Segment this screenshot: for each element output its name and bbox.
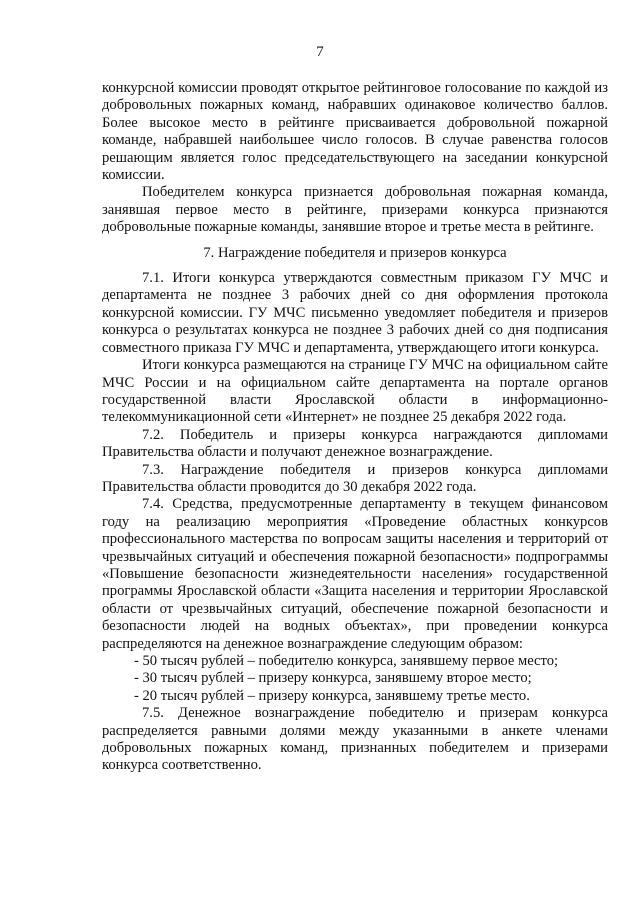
paragraph-7-4: 7.4. Средства, предусмотренные департаменту в текущем финансовом году на реализацию мероприятия «Проведение областных конкурсов профессионального мастерства по вопросам защиты населения и территорий от чрезвычайных ситуаций и обеспечения пожарной безопасности» подпрограммы «Повышение безопасности жизнедеятельности населения» государственной программы Ярославской области «Защита населения и территории Ярославской области от чрезвычайных ситуаций, обеспечение пожарной безопасности и безопасности людей на водных объектах», при проведении конкурса распределяются на денежное вознаграждение следующим образом: bbox=[102, 496, 608, 652]
page-number: 7 bbox=[316, 44, 324, 60]
award-list-item-third: - 20 тысяч рублей – призеру конкурса, занявшему третье место. bbox=[134, 687, 530, 704]
paragraph-7-3: 7.3. Награждение победителя и призеров конкурса дипломами Правительства области проводится до 30 декабря 2022 года. bbox=[102, 461, 608, 495]
paragraph-7-1: 7.1. Итоги конкурса утверждаются совместным приказом ГУ МЧС и департамента не позднее 3 рабочих дней со дня оформления протокола конкурсной комиссии. ГУ МЧС письменно уведомляет победителя и призеров конкурса о результатах конкурса не позднее 3 рабочих дней со дня подписания совместного приказа ГУ МЧС и департамента, утверждающего итоги конкурса. bbox=[102, 270, 608, 356]
paragraph-results-publication: Итоги конкурса размещаются на странице ГУ МЧС на официальном сайте МЧС России и на официальном сайте департамента на портале органов государственной власти Ярославской области в информационно-телекоммуникационной сети «Интернет» не позднее 25 декабря 2022 года. bbox=[102, 357, 608, 426]
award-list-item-second: - 30 тысяч рублей – призеру конкурса, занявшему второе место; bbox=[134, 670, 532, 687]
paragraph-7-2: 7.2. Победитель и призеры конкурса награждаются дипломами Правительства области и получают денежное вознаграждение. bbox=[102, 426, 608, 461]
paragraph-voting: конкурсной комиссии проводят открытое рейтинговое голосование по каждой из добровольных пожарных команд, набравших одинаковое количество баллов. Более высокое место в рейтинге присваивается добровольной пожарной команде, набравшей наибольшее число голосов. В случае равенства голосов решающим является голос председательствующего на заседании конкурсной комиссии. bbox=[102, 80, 608, 184]
paragraph-7-5: 7.5. Денежное вознаграждение победителю и призерам конкурса распределяется равными долями между указанными в анкете членами добровольных пожарных команд, признанных победителем и призерами конкурса соответственно. bbox=[102, 705, 608, 774]
award-list-item-first: - 50 тысяч рублей – победителю конкурса, занявшему первое место; bbox=[134, 653, 559, 669]
paragraph-winner-definition: Победителем конкурса признается добровольная пожарная команда, занявшая первое место в рейтинге, призерами конкурса признаются добровольные пожарные команды, занявшие второе и третье места в рейтинге. bbox=[102, 184, 608, 236]
section-heading: 7. Награждение победителя и призеров конкурса bbox=[203, 244, 507, 261]
document-body bbox=[102, 80, 608, 775]
